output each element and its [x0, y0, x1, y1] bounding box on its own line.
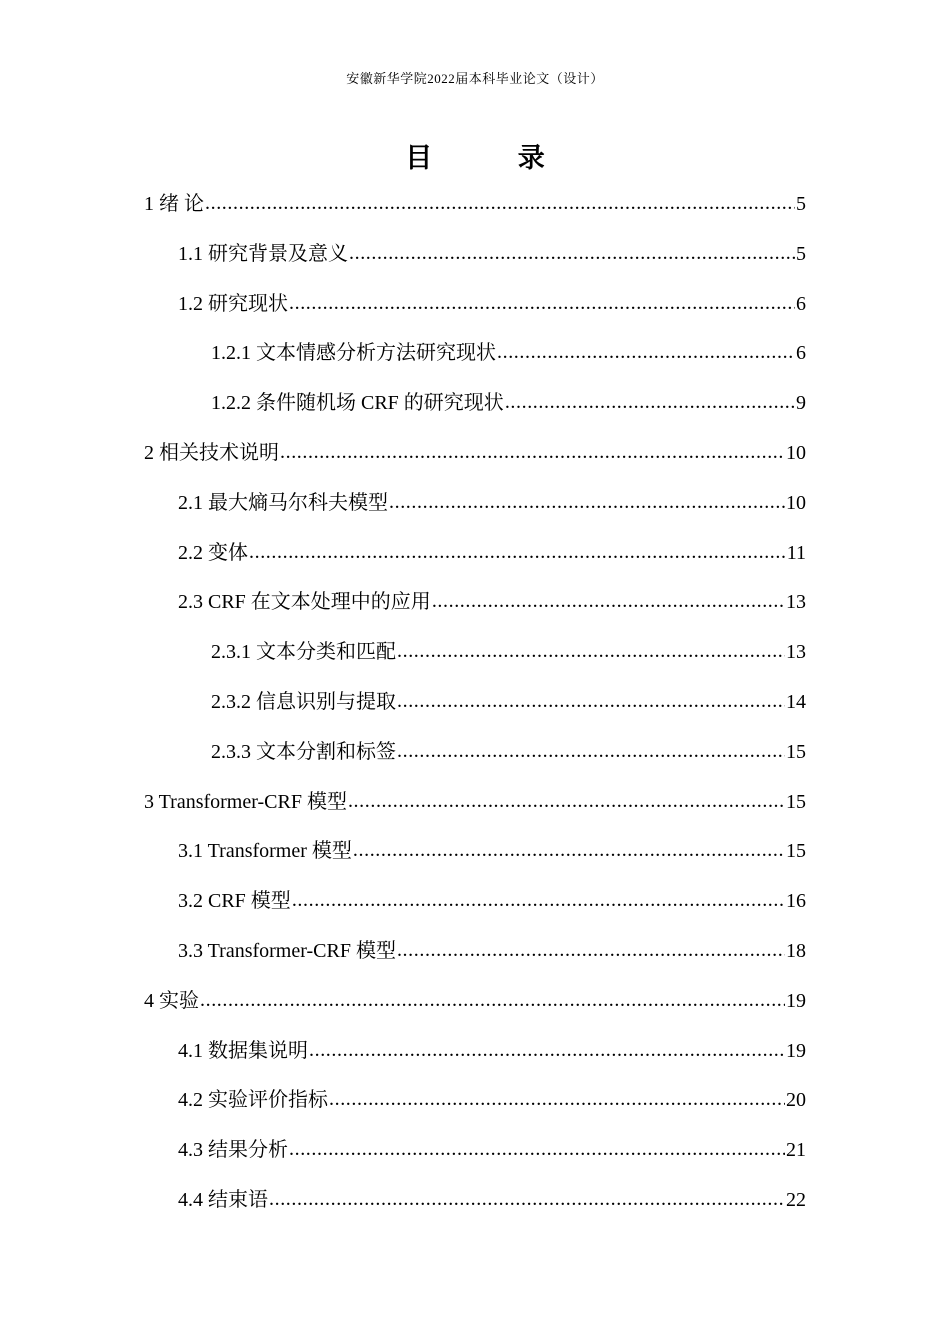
toc-entry-label: 2.3.1 文本分类和匹配 [211, 641, 396, 664]
toc-entry-label: 1.2.1 文本情感分析方法研究现状 [211, 342, 496, 365]
toc-entry-label: 4.2 实验评价指标 [178, 1089, 328, 1112]
toc-entry-page-number: 13 [786, 591, 806, 614]
toc-dot-leader [249, 534, 786, 570]
toc-entry-page-number: 11 [786, 541, 806, 564]
toc-dot-leader [205, 185, 795, 221]
toc-entry-page-number: 9 [796, 392, 806, 415]
toc-entry-page-number: 22 [786, 1188, 806, 1211]
toc-entry-label: 2.2 变体 [178, 541, 248, 564]
toc-entry-page-number: 5 [796, 193, 806, 215]
toc-entry-label: 2.3 CRF 在文本处理中的应用 [178, 591, 431, 614]
toc-entry-label: 2.3.2 信息识别与提取 [211, 690, 396, 713]
toc-entry-page-number: 5 [796, 242, 806, 265]
toc-dot-leader [397, 633, 785, 669]
toc-dot-leader [497, 334, 795, 370]
toc-entry[interactable] [144, 784, 806, 834]
toc-dot-leader [353, 832, 785, 868]
toc-dot-leader [269, 1181, 785, 1217]
toc-entry-label: 1.1 研究背景及意义 [178, 242, 348, 265]
toc-entry-page-number: 18 [786, 939, 806, 962]
toc-title: 目 录 [405, 143, 583, 174]
toc-dot-leader [200, 982, 785, 1018]
toc-entry[interactable] [144, 684, 806, 734]
toc-dot-leader [329, 1081, 785, 1117]
toc-entry-page-number: 6 [796, 292, 806, 315]
toc-dot-leader [280, 434, 785, 470]
toc-entry-label: 4.1 数据集说明 [178, 1039, 308, 1062]
toc-entry[interactable] [144, 1033, 806, 1083]
toc-entry[interactable] [144, 186, 806, 236]
toc-entry[interactable] [144, 236, 806, 286]
toc-entry-label: 3 Transformer-CRF 模型 [144, 790, 347, 813]
toc-entry[interactable] [144, 535, 806, 585]
toc-entry-label: 1.2.2 条件随机场 CRF 的研究现状 [211, 392, 504, 415]
toc-entry[interactable] [144, 734, 806, 784]
toc-entry[interactable] [144, 335, 806, 385]
toc-entry[interactable] [144, 1182, 806, 1232]
table-of-contents [144, 186, 806, 1232]
toc-entry-label: 1.2 研究现状 [178, 292, 288, 315]
toc-dot-leader [289, 285, 795, 321]
toc-dot-leader [309, 1032, 785, 1068]
toc-dot-leader [348, 783, 785, 819]
toc-entry[interactable] [144, 1082, 806, 1132]
toc-entry-page-number: 20 [786, 1089, 806, 1112]
toc-entry-page-number: 10 [786, 491, 806, 514]
toc-dot-leader [397, 733, 785, 769]
toc-entry[interactable] [144, 883, 806, 933]
toc-entry[interactable] [144, 933, 806, 983]
toc-entry-page-number: 15 [786, 740, 806, 763]
toc-entry-label: 2.3.3 文本分割和标签 [211, 740, 396, 763]
toc-entry-label: 4.4 结束语 [178, 1188, 268, 1211]
toc-entry[interactable] [144, 435, 806, 485]
toc-entry-label: 2.1 最大熵马尔科夫模型 [178, 491, 388, 514]
toc-entry[interactable] [144, 584, 806, 634]
page-header: 安徽新华学院2022届本科毕业论文（设计） [346, 71, 604, 86]
toc-entry-page-number: 15 [786, 790, 806, 813]
toc-dot-leader [292, 882, 785, 918]
toc-entry-page-number: 19 [786, 1039, 806, 1062]
toc-entry[interactable] [144, 485, 806, 535]
toc-entry-page-number: 6 [796, 342, 806, 365]
toc-entry-page-number: 13 [786, 641, 806, 664]
toc-entry-label: 1 绪 论 [144, 193, 204, 215]
toc-dot-leader [389, 484, 785, 520]
toc-entry-label: 3.1 Transformer 模型 [178, 840, 352, 863]
toc-entry-page-number: 10 [786, 441, 806, 464]
toc-entry-page-number: 14 [786, 690, 806, 713]
toc-entry-label: 3.3 Transformer-CRF 模型 [178, 939, 396, 962]
toc-entry[interactable] [144, 833, 806, 883]
toc-dot-leader [397, 932, 785, 968]
toc-entry-page-number: 15 [786, 840, 806, 863]
toc-entry[interactable] [144, 634, 806, 684]
toc-dot-leader [432, 583, 785, 619]
toc-dot-leader [349, 235, 795, 271]
toc-entry-label: 2 相关技术说明 [144, 441, 279, 464]
toc-entry-page-number: 21 [786, 1139, 806, 1162]
toc-entry-label: 4 实验 [144, 989, 199, 1012]
toc-entry-label: 3.2 CRF 模型 [178, 890, 291, 913]
toc-entry[interactable] [144, 385, 806, 435]
toc-dot-leader [289, 1131, 785, 1167]
toc-entry[interactable] [144, 286, 806, 336]
toc-entry[interactable] [144, 1132, 806, 1182]
toc-dot-leader [505, 384, 795, 420]
toc-dot-leader [397, 683, 785, 719]
toc-entry-page-number: 16 [786, 890, 806, 913]
toc-entry-page-number: 19 [786, 989, 806, 1012]
toc-entry[interactable] [144, 983, 806, 1033]
toc-entry-label: 4.3 结果分析 [178, 1139, 288, 1162]
